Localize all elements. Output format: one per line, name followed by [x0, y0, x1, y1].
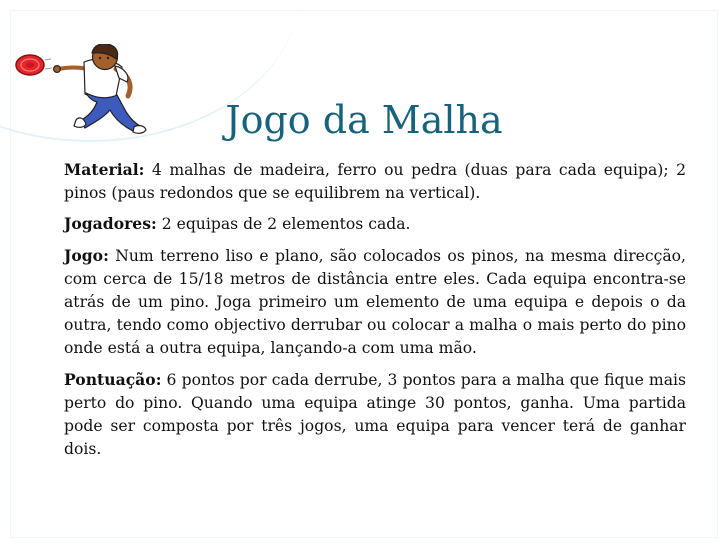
slide-title: Jogo da Malha: [225, 98, 503, 142]
players-paragraph: [64, 212, 686, 236]
game-text: Num terreno liso e plano, são colocados os pinos, na mesma direcção, com cerca de 15/18 metros de distância entre eles. Cada equipa encontra-se atrás de um pino. Joga primeiro um elemento de uma equipa e depois o da outra, tendo como objectivo derrubar ou colocar a malha o mais perto do pino onde está a outra equipa, lançando-a com uma mão.: [64, 246, 686, 358]
score-label: Pontuação:: [64, 369, 162, 389]
game-label: Jogo:: [64, 245, 109, 265]
players-text: 2 equipas de 2 elementos cada.: [156, 215, 411, 234]
material-label: Material:: [64, 160, 145, 179]
players-label: Jogadores:: [64, 214, 157, 234]
material-text: 4 malhas de madeira, ferro ou pedra (duas para cada equipa); 2 pinos (paus redondos que se equilibrem na vertical).: [64, 161, 686, 203]
material-paragraph: [64, 158, 686, 205]
boy-throwing-disc-icon: [14, 44, 150, 134]
boy-figure: [54, 44, 146, 133]
game-paragraph: [64, 244, 686, 361]
red-disc-icon: [16, 55, 44, 75]
score-text: 6 pontos por cada derrube, 3 pontos para a malha que fique mais perto do pino. Quando uma equipa atinge 30 pontos, ganha. Uma partida pode ser composta por três jogos, uma equipa para vencer terá de ganhar dois.: [64, 370, 686, 459]
rules-content: [64, 158, 686, 468]
score-paragraph: [64, 368, 686, 462]
